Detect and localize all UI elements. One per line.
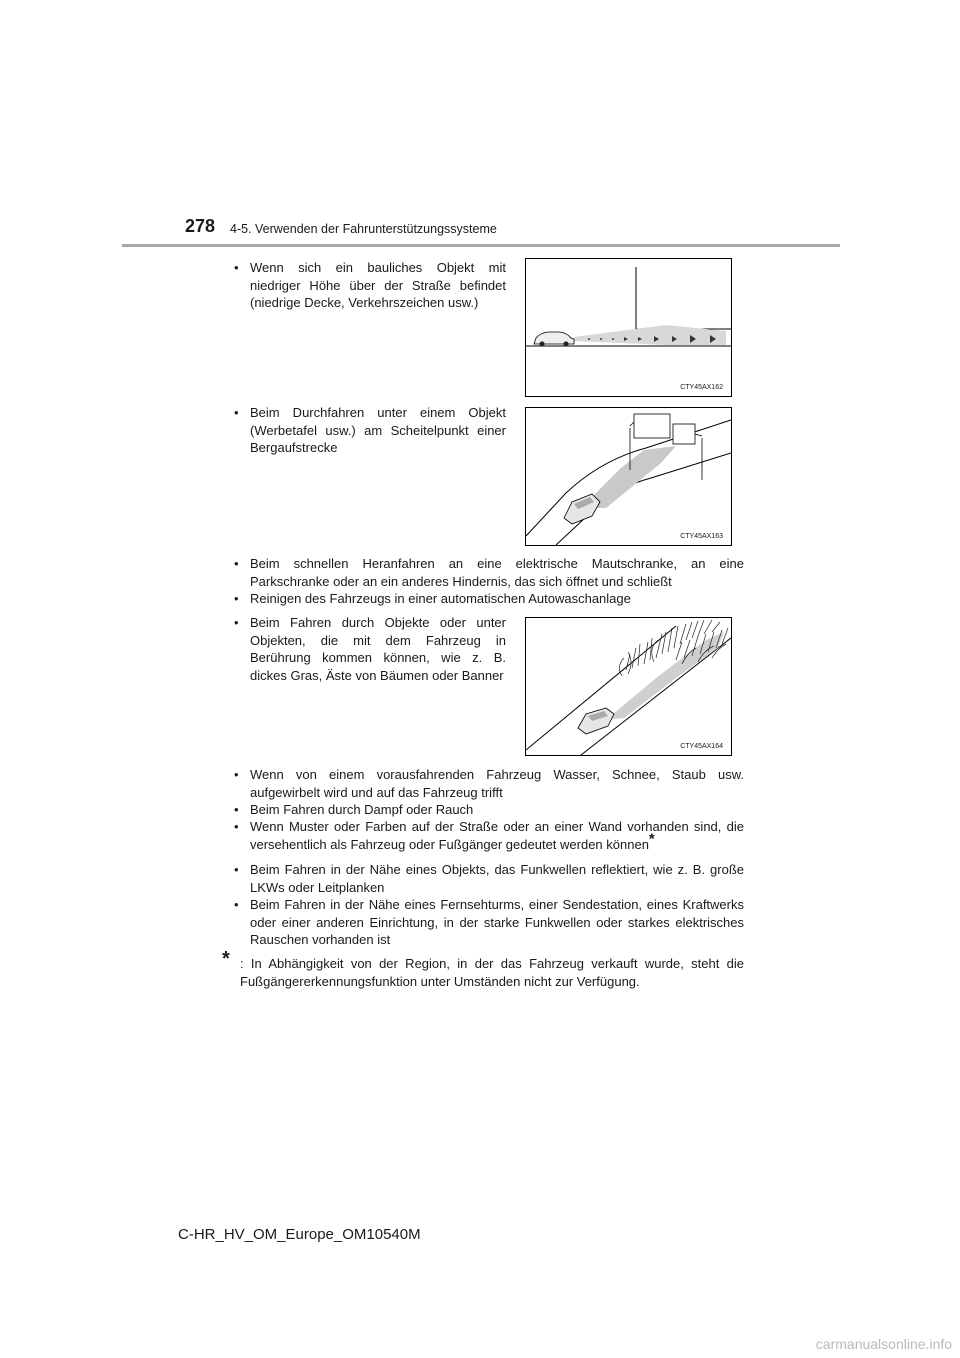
uphill-sign-illustration	[526, 408, 731, 545]
list-item: • Reinigen des Fahrzeugs in einer automatischen Autowaschanlage	[234, 591, 631, 606]
list-item: • Beim Fahren durch Dampf oder Rauch	[234, 802, 474, 817]
list-item: • Wenn sich ein bauliches Objekt mit niedriger Höhe über der Straße befindet (niedrige Decke, Verkehrszeichen usw.)	[234, 260, 506, 311]
bullet-marker: •	[234, 615, 239, 630]
section-title: 4-5. Verwenden der Fahrunterstützungssysteme	[230, 222, 497, 236]
list-item: • Beim schnellen Heranfahren an eine elektrische Mautschranke, an eine Parkschranke oder an ein anderes Hindernis, das sich öffnet und schließt	[234, 556, 744, 589]
bullet-marker: •	[234, 897, 239, 912]
figure-low-overhead-object	[525, 258, 732, 397]
document-id: C-HR_HV_OM_Europe_OM10540M	[178, 1226, 421, 1243]
bullet-marker: •	[234, 591, 239, 606]
figure-uphill-overhead-sign	[525, 407, 732, 546]
list-item: • Beim Durchfahren unter einem Objekt (Werbetafel usw.) am Scheitelpunkt einer Bergaufstrecke	[234, 405, 506, 456]
list-item: • Wenn Muster oder Farben auf der Straße oder an einer Wand vorhanden sind, die versehentlich als Fahrzeug oder Fußgänger gedeutet werden können*	[234, 819, 744, 852]
list-item: • Beim Fahren durch Objekte oder unter Objekten, die mit dem Fahrzeug in Berührung kommen können, wie z. B. dickes Gras, Äste von Bäumen oder Banner	[234, 615, 506, 683]
low-overhead-illustration	[526, 259, 731, 396]
footnote: * : In Abhängigkeit von der Region, in der das Fahrzeug verkauft wurde, steht die Fußgängererkennungsfunktion unter Umständen nicht zur Verfügung.	[222, 948, 744, 989]
list-item: • Beim Fahren in der Nähe eines Objekts, das Funkwellen reflektiert, wie z. B. große LKWs oder Leitplanken	[234, 862, 744, 895]
bullet-marker: •	[234, 767, 239, 782]
list-item: • Beim Fahren in der Nähe eines Fernsehturms, einer Sendestation, eines Kraftwerks oder einer anderen Einrichtung, in der starke Funkwellen oder starkes elektrisches Rauschen vorhanden ist	[234, 897, 744, 948]
grass-illustration	[526, 618, 731, 755]
bullet-marker: •	[234, 260, 239, 275]
figure-code: CTY45AX164	[680, 743, 723, 750]
asterisk-marker: *	[648, 830, 655, 848]
bullet-marker: •	[234, 802, 239, 817]
watermark: carmanualsonline.info	[815, 1336, 952, 1352]
figure-thick-grass	[525, 617, 732, 756]
list-item: • Wenn von einem vorausfahrenden Fahrzeug Wasser, Schnee, Staub usw. aufgewirbelt wird und auf das Fahrzeug trifft	[234, 767, 744, 800]
bullet-marker: •	[234, 556, 239, 571]
bullet-marker: •	[234, 819, 239, 834]
header-rule	[122, 244, 840, 247]
bullet-marker: •	[234, 405, 239, 420]
footnote-marker: *	[222, 948, 230, 970]
figure-code: CTY45AX163	[680, 533, 723, 540]
page-number: 278	[185, 216, 216, 236]
figure-code: CTY45AX162	[680, 384, 723, 391]
bullet-marker: •	[234, 862, 239, 877]
